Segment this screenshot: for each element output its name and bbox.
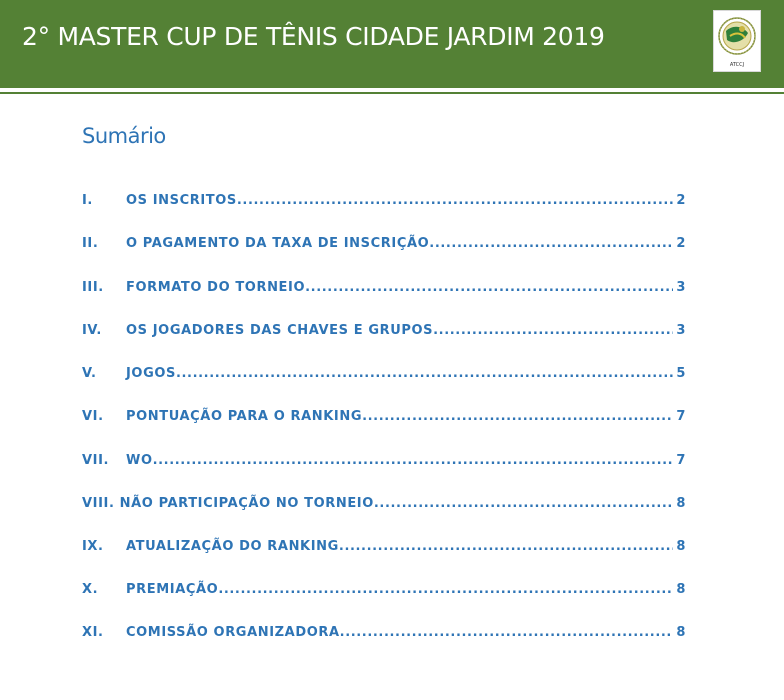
toc-entry-number: XI.: [82, 625, 104, 640]
toc-entry-number: III.: [82, 280, 104, 295]
dot-leader: [433, 323, 673, 338]
toc-entry-page: 2: [676, 236, 686, 251]
toc-entry-title: NÃO PARTICIPAÇÃO NO TORNEIO: [119, 496, 374, 511]
toc-entry-page: 8: [676, 539, 686, 554]
dot-leader: [340, 625, 674, 640]
toc-entry-comissao-organizadora[interactable]: [82, 625, 686, 643]
toc-entry-title: OS JOGADORES DAS CHAVES E GRUPOS: [126, 323, 434, 338]
dot-leader: [237, 193, 673, 208]
club-logo: [713, 10, 761, 72]
toc-entry-page: 5: [676, 366, 686, 381]
toc-entry-title: WO: [126, 453, 153, 468]
toc-entry-title: PONTUAÇÃO PARA O RANKING: [126, 409, 363, 424]
header-rule: [0, 92, 784, 94]
toc-entry-pontuacao-ranking[interactable]: [82, 409, 686, 427]
toc-entry-nao-participacao[interactable]: [82, 496, 686, 514]
toc-entry-jogadores-chaves[interactable]: [82, 323, 686, 341]
toc-entry-number: II.: [82, 236, 99, 251]
dot-leader: [339, 539, 673, 554]
toc-entry-pagamento-taxa[interactable]: [82, 236, 686, 254]
toc-entry-atualizacao-ranking[interactable]: [82, 539, 686, 557]
dot-leader: [153, 453, 674, 468]
toc-entry-jogos[interactable]: [82, 366, 686, 384]
dot-leader: [429, 236, 673, 251]
toc-entry-premiacao[interactable]: [82, 582, 686, 600]
dot-leader: [218, 582, 673, 597]
document-title: 2° MASTER CUP DE TÊNIS CIDADE JARDIM 2019: [22, 22, 605, 51]
tennis-ball-logo-icon: [714, 11, 760, 63]
toc-entry-wo[interactable]: [82, 453, 686, 471]
toc-entry-title: OS INSCRITOS: [126, 193, 237, 208]
toc-entry-number: IX.: [82, 539, 104, 554]
toc-entry-page: 3: [676, 280, 686, 295]
toc-entry-title: JOGOS: [126, 366, 176, 381]
toc-entry-formato-torneio[interactable]: [82, 280, 686, 298]
toc-entry-page: 3: [676, 323, 686, 338]
toc-entry-page: 8: [676, 582, 686, 597]
toc-entry-os-inscritos[interactable]: [82, 193, 686, 211]
toc-entry-number: VIII.: [82, 496, 115, 511]
toc-heading: Sumário: [82, 124, 166, 148]
toc-entry-number: VI.: [82, 409, 104, 424]
toc-entry-title: COMISSÃO ORGANIZADORA: [126, 625, 340, 640]
toc-entry-page: 2: [676, 193, 686, 208]
toc-entry-number: X.: [82, 582, 99, 597]
logo-caption: ATCCJ: [729, 62, 745, 68]
toc-entry-number: IV.: [82, 323, 102, 338]
dot-leader: [176, 366, 673, 381]
dot-leader: [374, 496, 673, 511]
header-banner: [0, 0, 784, 88]
toc-entry-title: PREMIAÇÃO: [126, 582, 219, 597]
toc-entry-title: ATUALIZAÇÃO DO RANKING: [126, 539, 339, 554]
toc-entry-title: FORMATO DO TORNEIO: [126, 280, 306, 295]
dot-leader: [362, 409, 673, 424]
toc-entry-page: 7: [676, 409, 686, 424]
toc-entry-page: 7: [676, 453, 686, 468]
toc-entry-number: V.: [82, 366, 97, 381]
dot-leader: [305, 280, 673, 295]
toc-entry-page: 8: [676, 625, 686, 640]
toc-entry-number: VII.: [82, 453, 110, 468]
toc-entry-page: 8: [676, 496, 686, 511]
toc-entry-number: I.: [82, 193, 93, 208]
toc-entry-title: O PAGAMENTO DA TAXA DE INSCRIÇÃO: [126, 236, 430, 251]
